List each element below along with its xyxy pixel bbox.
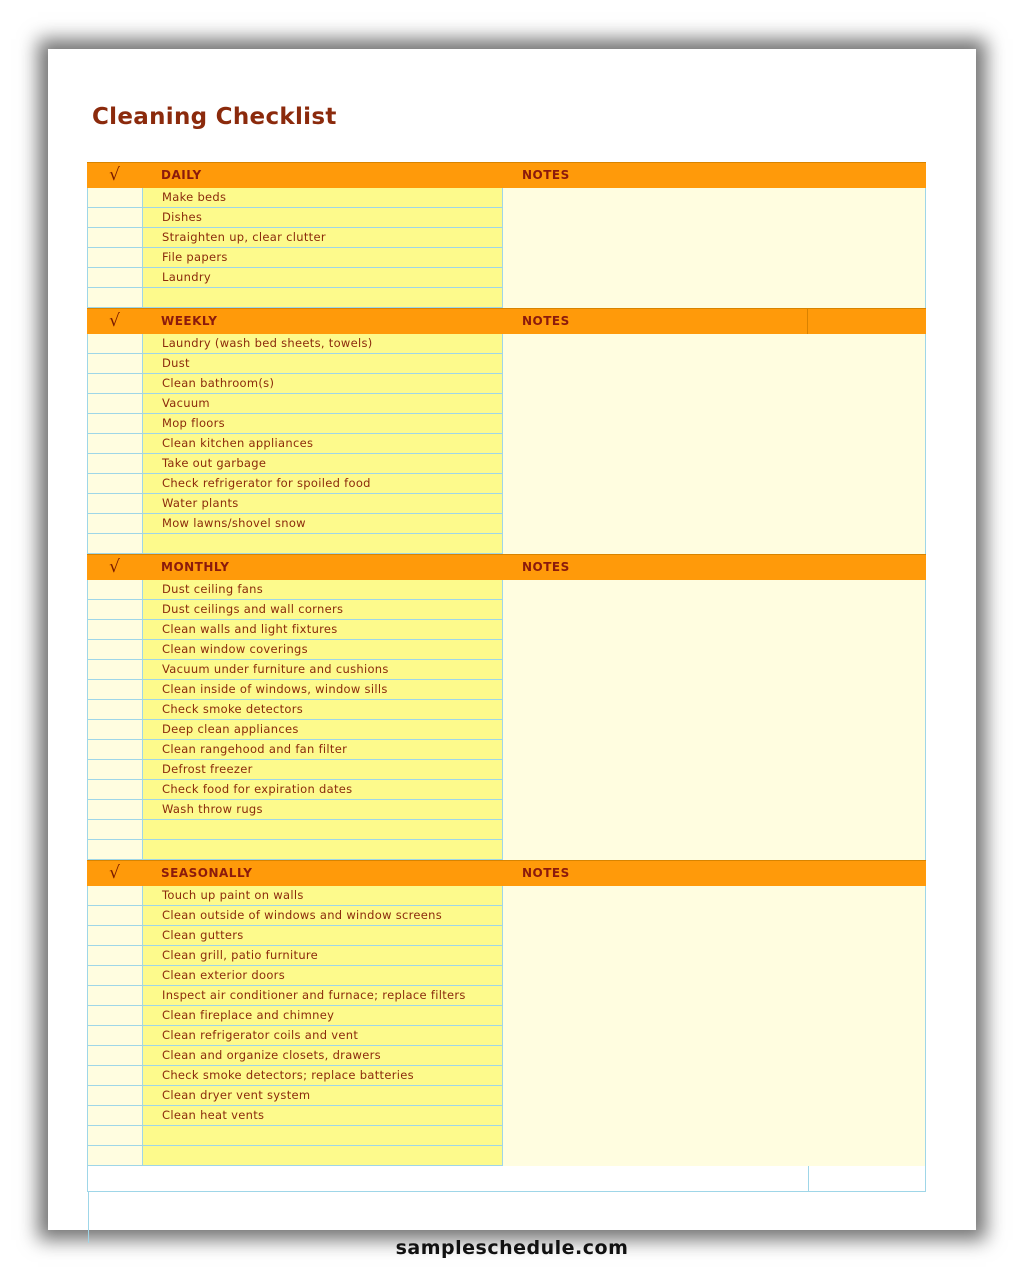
task-label[interactable]: Clean fireplace and chimney bbox=[143, 1006, 503, 1025]
task-row bbox=[87, 906, 503, 926]
task-row bbox=[87, 248, 503, 268]
task-row bbox=[87, 1106, 503, 1126]
check-column-icon: √ bbox=[109, 557, 120, 577]
task-checkbox[interactable] bbox=[87, 1006, 143, 1025]
check-column-icon: √ bbox=[109, 311, 120, 331]
section-header-weekly bbox=[87, 308, 926, 334]
task-checkbox[interactable] bbox=[87, 660, 143, 679]
task-checkbox[interactable] bbox=[87, 1126, 143, 1145]
task-label[interactable]: Clean bathroom(s) bbox=[143, 374, 503, 393]
section-body bbox=[87, 580, 926, 860]
task-checkbox[interactable] bbox=[87, 288, 143, 307]
task-checkbox[interactable] bbox=[87, 188, 143, 207]
task-label[interactable]: Wash throw rugs bbox=[143, 800, 503, 819]
task-checkbox[interactable] bbox=[87, 906, 143, 925]
task-label[interactable] bbox=[143, 820, 503, 839]
task-row bbox=[87, 700, 503, 720]
task-checkbox[interactable] bbox=[87, 514, 143, 533]
task-row bbox=[87, 288, 503, 308]
task-checkbox[interactable] bbox=[87, 1046, 143, 1065]
task-label[interactable]: File papers bbox=[143, 248, 503, 267]
task-row bbox=[87, 1046, 503, 1066]
task-row bbox=[87, 966, 503, 986]
task-checkbox[interactable] bbox=[87, 1026, 143, 1045]
task-label[interactable]: Clean exterior doors bbox=[143, 966, 503, 985]
task-row bbox=[87, 780, 503, 800]
header-divider bbox=[807, 309, 808, 334]
task-row bbox=[87, 840, 503, 860]
notes-area[interactable] bbox=[503, 188, 926, 308]
task-row bbox=[87, 1006, 503, 1026]
task-row bbox=[87, 1146, 503, 1166]
task-checkbox[interactable] bbox=[87, 268, 143, 287]
check-column-icon: √ bbox=[109, 863, 120, 883]
task-label[interactable] bbox=[143, 1126, 503, 1145]
task-checkbox[interactable] bbox=[87, 740, 143, 759]
section-title: DAILY bbox=[161, 168, 202, 182]
task-row bbox=[87, 268, 503, 288]
task-row bbox=[87, 926, 503, 946]
task-row bbox=[87, 1126, 503, 1146]
task-checkbox[interactable] bbox=[87, 1086, 143, 1105]
task-label[interactable]: Clean and organize closets, drawers bbox=[143, 1046, 503, 1065]
notes-header: NOTES bbox=[522, 314, 570, 328]
section-header-monthly bbox=[87, 554, 926, 580]
task-label[interactable]: Laundry bbox=[143, 268, 503, 287]
page-title: Cleaning Checklist bbox=[92, 104, 337, 130]
task-label[interactable]: Dust ceiling fans bbox=[143, 580, 503, 599]
task-label[interactable]: Check refrigerator for spoiled food bbox=[143, 474, 503, 493]
task-checkbox[interactable] bbox=[87, 374, 143, 393]
notes-area[interactable] bbox=[503, 886, 926, 1166]
task-row bbox=[87, 680, 503, 700]
footer-left-border bbox=[88, 1191, 89, 1243]
section-body bbox=[87, 334, 926, 554]
task-row bbox=[87, 208, 503, 228]
task-row bbox=[87, 580, 503, 600]
section-body bbox=[87, 886, 926, 1166]
task-label[interactable]: Clean window coverings bbox=[143, 640, 503, 659]
task-row bbox=[87, 188, 503, 208]
task-checkbox[interactable] bbox=[87, 820, 143, 839]
task-checkbox[interactable] bbox=[87, 228, 143, 247]
task-checkbox[interactable] bbox=[87, 640, 143, 659]
task-row bbox=[87, 1086, 503, 1106]
task-label[interactable]: Vacuum bbox=[143, 394, 503, 413]
task-row bbox=[87, 534, 503, 554]
task-checkbox[interactable] bbox=[87, 1106, 143, 1125]
task-row bbox=[87, 946, 503, 966]
task-label[interactable] bbox=[143, 534, 503, 553]
task-checkbox[interactable] bbox=[87, 886, 143, 905]
task-label[interactable]: Clean inside of windows, window sills bbox=[143, 680, 503, 699]
task-checkbox[interactable] bbox=[87, 760, 143, 779]
task-label[interactable]: Water plants bbox=[143, 494, 503, 513]
task-label[interactable]: Clean rangehood and fan filter bbox=[143, 740, 503, 759]
task-checkbox[interactable] bbox=[87, 534, 143, 553]
notes-header: NOTES bbox=[522, 560, 570, 574]
task-row bbox=[87, 394, 503, 414]
task-checkbox[interactable] bbox=[87, 986, 143, 1005]
task-row bbox=[87, 228, 503, 248]
task-checkbox[interactable] bbox=[87, 334, 143, 353]
task-row bbox=[87, 514, 503, 534]
task-row bbox=[87, 740, 503, 760]
task-row bbox=[87, 354, 503, 374]
task-row bbox=[87, 1066, 503, 1086]
task-row bbox=[87, 886, 503, 906]
task-label[interactable]: Clean outside of windows and window screens bbox=[143, 906, 503, 925]
section-title: WEEKLY bbox=[161, 314, 218, 328]
task-checkbox[interactable] bbox=[87, 208, 143, 227]
checklist-page bbox=[48, 49, 976, 1230]
task-label[interactable]: Straighten up, clear clutter bbox=[143, 228, 503, 247]
task-label[interactable]: Mow lawns/shovel snow bbox=[143, 514, 503, 533]
section-body bbox=[87, 188, 926, 308]
notes-header: NOTES bbox=[522, 168, 570, 182]
section-header-daily bbox=[87, 162, 926, 188]
task-label[interactable]: Touch up paint on walls bbox=[143, 886, 503, 905]
task-checkbox[interactable] bbox=[87, 354, 143, 373]
task-label[interactable]: Dust ceilings and wall corners bbox=[143, 600, 503, 619]
task-label[interactable]: Clean dryer vent system bbox=[143, 1086, 503, 1105]
site-watermark: sampleschedule.com bbox=[395, 1237, 629, 1259]
task-row bbox=[87, 334, 503, 354]
task-checkbox[interactable] bbox=[87, 414, 143, 433]
task-checkbox[interactable] bbox=[87, 720, 143, 739]
task-label[interactable]: Check food for expiration dates bbox=[143, 780, 503, 799]
task-checkbox[interactable] bbox=[87, 580, 143, 599]
task-checkbox[interactable] bbox=[87, 700, 143, 719]
footer-divider bbox=[808, 1166, 809, 1191]
task-label[interactable]: Mop floors bbox=[143, 414, 503, 433]
task-row bbox=[87, 374, 503, 394]
task-row bbox=[87, 820, 503, 840]
task-row bbox=[87, 474, 503, 494]
task-checkbox[interactable] bbox=[87, 434, 143, 453]
task-row bbox=[87, 660, 503, 680]
task-label[interactable]: Clean gutters bbox=[143, 926, 503, 945]
footer-row bbox=[87, 1166, 926, 1192]
task-label[interactable]: Deep clean appliances bbox=[143, 720, 503, 739]
task-checkbox[interactable] bbox=[87, 1146, 143, 1165]
task-label[interactable]: Make beds bbox=[143, 188, 503, 207]
task-checkbox[interactable] bbox=[87, 474, 143, 493]
section-header-seasonally bbox=[87, 860, 926, 886]
task-label[interactable] bbox=[143, 288, 503, 307]
task-checkbox[interactable] bbox=[87, 680, 143, 699]
task-label[interactable]: Inspect air conditioner and furnace; replace filters bbox=[143, 986, 503, 1005]
task-label[interactable]: Laundry (wash bed sheets, towels) bbox=[143, 334, 503, 353]
task-checkbox[interactable] bbox=[87, 394, 143, 413]
checklist-table bbox=[87, 162, 926, 1192]
task-row bbox=[87, 760, 503, 780]
notes-area[interactable] bbox=[503, 334, 926, 554]
task-row bbox=[87, 800, 503, 820]
task-label[interactable]: Clean walls and light fixtures bbox=[143, 620, 503, 639]
task-label[interactable]: Dust bbox=[143, 354, 503, 373]
task-row bbox=[87, 986, 503, 1006]
task-row bbox=[87, 434, 503, 454]
task-label[interactable]: Check smoke detectors; replace batteries bbox=[143, 1066, 503, 1085]
task-row bbox=[87, 620, 503, 640]
task-label[interactable] bbox=[143, 840, 503, 859]
task-checkbox[interactable] bbox=[87, 454, 143, 473]
task-checkbox[interactable] bbox=[87, 620, 143, 639]
task-label[interactable]: Dishes bbox=[143, 208, 503, 227]
task-checkbox[interactable] bbox=[87, 800, 143, 819]
task-checkbox[interactable] bbox=[87, 248, 143, 267]
task-label[interactable]: Vacuum under furniture and cushions bbox=[143, 660, 503, 679]
task-row bbox=[87, 720, 503, 740]
task-checkbox[interactable] bbox=[87, 1066, 143, 1085]
task-checkbox[interactable] bbox=[87, 840, 143, 859]
task-row bbox=[87, 1026, 503, 1046]
task-row bbox=[87, 454, 503, 474]
task-checkbox[interactable] bbox=[87, 926, 143, 945]
task-row bbox=[87, 494, 503, 514]
task-checkbox[interactable] bbox=[87, 494, 143, 513]
section-title: MONTHLY bbox=[161, 560, 230, 574]
task-label[interactable] bbox=[143, 1146, 503, 1165]
task-label[interactable]: Clean kitchen appliances bbox=[143, 434, 503, 453]
task-checkbox[interactable] bbox=[87, 780, 143, 799]
task-label[interactable]: Clean heat vents bbox=[143, 1106, 503, 1125]
task-row bbox=[87, 414, 503, 434]
check-column-icon: √ bbox=[109, 165, 120, 185]
task-checkbox[interactable] bbox=[87, 966, 143, 985]
section-title: SEASONALLY bbox=[161, 866, 253, 880]
task-label[interactable]: Defrost freezer bbox=[143, 760, 503, 779]
task-label[interactable]: Check smoke detectors bbox=[143, 700, 503, 719]
task-checkbox[interactable] bbox=[87, 946, 143, 965]
task-row bbox=[87, 600, 503, 620]
task-label[interactable]: Clean grill, patio furniture bbox=[143, 946, 503, 965]
task-row bbox=[87, 640, 503, 660]
task-checkbox[interactable] bbox=[87, 600, 143, 619]
task-label[interactable]: Take out garbage bbox=[143, 454, 503, 473]
notes-area[interactable] bbox=[503, 580, 926, 860]
task-label[interactable]: Clean refrigerator coils and vent bbox=[143, 1026, 503, 1045]
notes-header: NOTES bbox=[522, 866, 570, 880]
